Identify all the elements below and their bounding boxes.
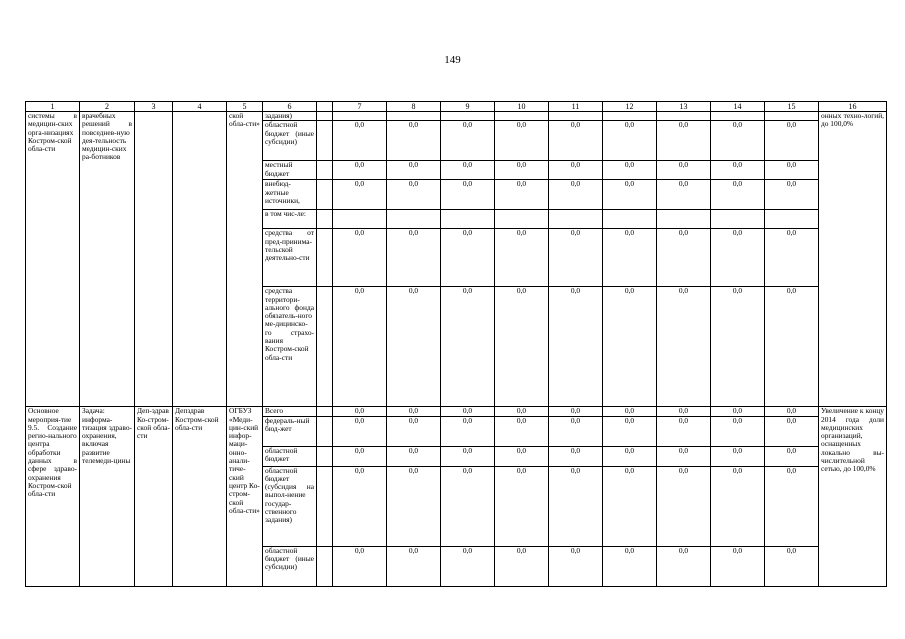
- value-cell: [441, 210, 495, 229]
- value-cell: 0,0: [387, 180, 441, 210]
- value-cell: 0,0: [765, 407, 819, 416]
- value-cell: 0,0: [387, 287, 441, 407]
- value-cell: 0,0: [765, 229, 819, 287]
- value-cell: [711, 210, 765, 229]
- header-cell: 5: [227, 102, 263, 112]
- header-cell: 10: [495, 102, 549, 112]
- funding-source-cell: областной бюджет (субсидия на выпол-нение государ-ственного задания): [263, 466, 317, 546]
- spacer-cell: [317, 546, 333, 586]
- value-cell: 0,0: [495, 180, 549, 210]
- value-cell: 0,0: [603, 546, 657, 586]
- spacer-cell: [317, 287, 333, 407]
- empty-cell: [173, 112, 227, 407]
- value-cell: 0,0: [333, 180, 387, 210]
- value-cell: [549, 210, 603, 229]
- value-cell: 0,0: [333, 229, 387, 287]
- empty-cell: [135, 112, 173, 407]
- funding-source-cell: задания): [263, 112, 317, 121]
- page-number: 149: [444, 54, 461, 66]
- value-cell: [603, 112, 657, 121]
- value-cell: 0,0: [549, 446, 603, 466]
- value-cell: 0,0: [603, 446, 657, 466]
- value-cell: 0,0: [387, 229, 441, 287]
- value-cell: 0,0: [495, 466, 549, 546]
- value-cell: 0,0: [549, 546, 603, 586]
- value-cell: 0,0: [441, 229, 495, 287]
- header-cell: [317, 102, 333, 112]
- value-cell: 0,0: [441, 416, 495, 446]
- value-cell: 0,0: [549, 229, 603, 287]
- value-cell: 0,0: [657, 446, 711, 466]
- value-cell: 0,0: [333, 161, 387, 180]
- executor-cell: ской обла-сти»: [227, 112, 263, 407]
- value-cell: 0,0: [603, 287, 657, 407]
- value-cell: 0,0: [765, 416, 819, 446]
- value-cell: [495, 112, 549, 121]
- value-cell: 0,0: [603, 466, 657, 546]
- value-cell: 0,0: [549, 407, 603, 416]
- value-cell: 0,0: [657, 466, 711, 546]
- value-cell: 0,0: [441, 407, 495, 416]
- value-cell: 0,0: [657, 161, 711, 180]
- value-cell: 0,0: [441, 121, 495, 161]
- value-cell: 0,0: [657, 180, 711, 210]
- value-cell: 0,0: [387, 416, 441, 446]
- header-cell: 1: [26, 102, 80, 112]
- executor-cell: ОГБУЗ «Меди-цин-ский инфор-маци-онно-анали-тиче-ский центр Ко-стром-ской обла-сти»: [227, 407, 263, 586]
- spacer-cell: [317, 446, 333, 466]
- value-cell: 0,0: [333, 446, 387, 466]
- funding-source-cell: областной бюджет (иные субсидии): [263, 121, 317, 161]
- value-cell: 0,0: [711, 287, 765, 407]
- value-cell: 0,0: [711, 407, 765, 416]
- value-cell: 0,0: [711, 466, 765, 546]
- value-cell: 0,0: [387, 446, 441, 466]
- value-cell: 0,0: [603, 407, 657, 416]
- value-cell: 0,0: [549, 161, 603, 180]
- activity-cell: Основное мероприя-тие 9.5. Создание регио-нального центра обработки данных в сфере здраво-охранения Костром-ской обла-сти: [26, 407, 80, 586]
- value-cell: 0,0: [333, 546, 387, 586]
- value-cell: 0,0: [603, 161, 657, 180]
- value-cell: 0,0: [333, 287, 387, 407]
- value-cell: 0,0: [657, 287, 711, 407]
- funding-source-cell: областной бюджет (иные субсидии): [263, 546, 317, 586]
- funding-source-cell: Всего: [263, 407, 317, 416]
- value-cell: [657, 210, 711, 229]
- header-cell: 9: [441, 102, 495, 112]
- header-cell: 13: [657, 102, 711, 112]
- header-cell: 2: [80, 102, 135, 112]
- value-cell: 0,0: [711, 121, 765, 161]
- value-cell: 0,0: [495, 161, 549, 180]
- value-cell: 0,0: [549, 180, 603, 210]
- value-cell: 0,0: [657, 416, 711, 446]
- value-cell: 0,0: [657, 121, 711, 161]
- funding-source-cell: в том чис-ле:: [263, 210, 317, 229]
- value-cell: 0,0: [603, 121, 657, 161]
- value-cell: [333, 112, 387, 121]
- table-row: [26, 407, 887, 416]
- spacer-cell: [317, 466, 333, 546]
- header-cell: 12: [603, 102, 657, 112]
- spacer-cell: [317, 161, 333, 180]
- value-cell: 0,0: [441, 466, 495, 546]
- value-cell: 0,0: [441, 546, 495, 586]
- header-cell: 16: [819, 102, 887, 112]
- value-cell: 0,0: [765, 466, 819, 546]
- value-cell: 0,0: [657, 546, 711, 586]
- value-cell: 0,0: [603, 416, 657, 446]
- header-cell: 11: [549, 102, 603, 112]
- header-cell: 7: [333, 102, 387, 112]
- result-cell: онных техно-логий, до 100,0%: [819, 112, 887, 407]
- financing-table: [25, 101, 887, 587]
- value-cell: [765, 210, 819, 229]
- value-cell: 0,0: [711, 229, 765, 287]
- value-cell: 0,0: [603, 229, 657, 287]
- value-cell: 0,0: [495, 416, 549, 446]
- value-cell: 0,0: [387, 466, 441, 546]
- task-cell: врачебных решений в повседнев-ную дея-тельность медицин-ских ра-ботников: [80, 112, 135, 407]
- value-cell: 0,0: [441, 287, 495, 407]
- row-label-cell: системы в медицин-ских орга-низациях Костром-ской обла-сти: [26, 112, 80, 407]
- value-cell: 0,0: [387, 161, 441, 180]
- value-cell: [387, 112, 441, 121]
- value-cell: 0,0: [333, 466, 387, 546]
- spacer-cell: [317, 121, 333, 161]
- spacer-cell: [317, 180, 333, 210]
- value-cell: 0,0: [549, 121, 603, 161]
- value-cell: 0,0: [765, 446, 819, 466]
- value-cell: 0,0: [495, 546, 549, 586]
- header-cell: 3: [135, 102, 173, 112]
- value-cell: 0,0: [441, 180, 495, 210]
- spacer-cell: [317, 112, 333, 121]
- value-cell: 0,0: [387, 546, 441, 586]
- value-cell: 0,0: [603, 180, 657, 210]
- funding-source-cell: средства территори-ального фонда обязатель-ного ме-дицинско-го страхо-вания Костром-ской обла-сти: [263, 287, 317, 407]
- value-cell: 0,0: [495, 407, 549, 416]
- funding-source-cell: местный бюджет: [263, 161, 317, 180]
- value-cell: 0,0: [495, 229, 549, 287]
- spacer-cell: [317, 407, 333, 416]
- header-cell: 14: [711, 102, 765, 112]
- header-cell: 15: [765, 102, 819, 112]
- value-cell: 0,0: [333, 121, 387, 161]
- value-cell: 0,0: [549, 287, 603, 407]
- value-cell: [657, 112, 711, 121]
- funding-source-cell: федераль-ный бюд-жет: [263, 416, 317, 446]
- value-cell: 0,0: [765, 180, 819, 210]
- value-cell: 0,0: [711, 546, 765, 586]
- funding-source-cell: средства от пред-принима-тельской деятельно-сти: [263, 229, 317, 287]
- header-cell: 6: [263, 102, 317, 112]
- value-cell: 0,0: [441, 161, 495, 180]
- task-cell: Задача: информа-тизация здраво-охранения, включая развитие телемеди-цины: [80, 407, 135, 586]
- value-cell: 0,0: [711, 180, 765, 210]
- value-cell: 0,0: [711, 416, 765, 446]
- value-cell: [441, 112, 495, 121]
- value-cell: [333, 210, 387, 229]
- value-cell: 0,0: [387, 121, 441, 161]
- value-cell: 0,0: [387, 407, 441, 416]
- value-cell: 0,0: [657, 407, 711, 416]
- value-cell: [765, 112, 819, 121]
- value-cell: 0,0: [495, 287, 549, 407]
- value-cell: [549, 112, 603, 121]
- value-cell: 0,0: [549, 416, 603, 446]
- value-cell: 0,0: [711, 161, 765, 180]
- value-cell: 0,0: [711, 446, 765, 466]
- spacer-cell: [317, 416, 333, 446]
- coexecutor-cell: Депздрав Костром-ской обла-сти: [173, 407, 227, 586]
- value-cell: [387, 210, 441, 229]
- value-cell: 0,0: [765, 121, 819, 161]
- value-cell: 0,0: [765, 287, 819, 407]
- value-cell: 0,0: [441, 446, 495, 466]
- value-cell: 0,0: [765, 546, 819, 586]
- value-cell: [495, 210, 549, 229]
- header-cell: 8: [387, 102, 441, 112]
- value-cell: [603, 210, 657, 229]
- responsible-cell: Деп-здрав Ко-стром-ской обла-сти: [135, 407, 173, 586]
- header-cell: 4: [173, 102, 227, 112]
- funding-source-cell: областной бюджет: [263, 446, 317, 466]
- spacer-cell: [317, 229, 333, 287]
- value-cell: 0,0: [495, 121, 549, 161]
- value-cell: 0,0: [495, 446, 549, 466]
- header-row: [26, 102, 887, 112]
- value-cell: 0,0: [333, 407, 387, 416]
- value-cell: 0,0: [549, 466, 603, 546]
- table-row: [26, 112, 887, 121]
- funding-source-cell: внебюд-жетные источники,: [263, 180, 317, 210]
- value-cell: 0,0: [657, 229, 711, 287]
- result-cell: Увеличение к концу 2014 года доли медицинских организаций, оснащенных локально вы-числительной сетью, до 100,0%: [819, 407, 887, 586]
- value-cell: 0,0: [333, 416, 387, 446]
- value-cell: 0,0: [765, 161, 819, 180]
- spacer-cell: [317, 210, 333, 229]
- value-cell: [711, 112, 765, 121]
